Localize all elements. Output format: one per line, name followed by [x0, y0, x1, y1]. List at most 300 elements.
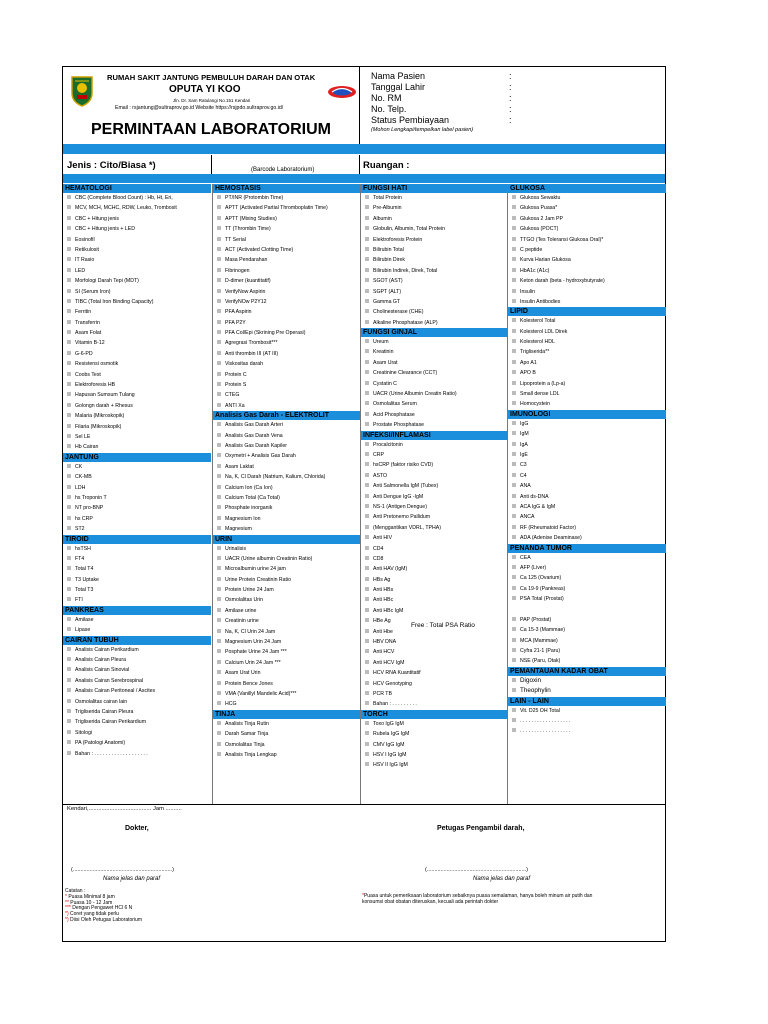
test-item[interactable]	[63, 338, 211, 348]
checkbox-icon[interactable]	[365, 494, 369, 498]
test-item[interactable]	[63, 297, 211, 307]
checkbox-icon[interactable]	[217, 752, 221, 756]
test-item[interactable]	[63, 370, 211, 380]
test-item[interactable]	[508, 523, 666, 533]
test-item[interactable]	[361, 266, 507, 276]
test-item[interactable]	[508, 656, 666, 666]
checkbox-icon[interactable]	[217, 453, 221, 457]
test-item[interactable]	[508, 563, 666, 573]
checkbox-icon[interactable]	[217, 382, 221, 386]
checkbox-icon[interactable]	[217, 566, 221, 570]
checkbox-icon[interactable]	[365, 370, 369, 374]
test-item[interactable]	[213, 524, 360, 534]
test-item[interactable]	[213, 318, 360, 328]
test-item[interactable]	[361, 554, 507, 564]
checkbox-icon[interactable]	[217, 731, 221, 735]
test-item[interactable]	[213, 729, 360, 739]
test-item[interactable]	[63, 554, 211, 564]
test-item[interactable]	[63, 245, 211, 255]
checkbox-icon[interactable]	[365, 701, 369, 705]
checkbox-icon[interactable]	[67, 556, 71, 560]
test-item[interactable]	[63, 749, 211, 759]
checkbox-icon[interactable]	[365, 205, 369, 209]
test-item[interactable]	[63, 287, 211, 297]
test-item[interactable]	[63, 442, 211, 452]
test-item[interactable]	[361, 575, 507, 585]
checkbox-icon[interactable]	[512, 617, 516, 621]
test-item[interactable]	[213, 214, 360, 224]
patient-name-field[interactable]: :	[509, 71, 512, 81]
test-item[interactable]	[213, 255, 360, 265]
test-item[interactable]	[213, 328, 360, 338]
checkbox-icon[interactable]	[365, 473, 369, 477]
checkbox-icon[interactable]	[365, 649, 369, 653]
test-item[interactable]	[63, 224, 211, 234]
test-item[interactable]	[361, 750, 507, 760]
test-item[interactable]	[213, 401, 360, 411]
test-item[interactable]	[361, 214, 507, 224]
checkbox-icon[interactable]	[512, 718, 516, 722]
checkbox-icon[interactable]	[365, 289, 369, 293]
test-item[interactable]	[508, 706, 666, 716]
test-item[interactable]	[63, 401, 211, 411]
patient-phone-field[interactable]: :	[509, 104, 512, 114]
test-item[interactable]	[508, 471, 666, 481]
checkbox-icon[interactable]	[512, 627, 516, 631]
test-item[interactable]	[508, 716, 666, 726]
checkbox-icon[interactable]	[512, 349, 516, 353]
test-item[interactable]	[63, 276, 211, 286]
checkbox-icon[interactable]	[67, 709, 71, 713]
test-item[interactable]	[213, 224, 360, 234]
test-item[interactable]	[213, 637, 360, 647]
test-item[interactable]	[63, 193, 211, 203]
checkbox-icon[interactable]	[512, 575, 516, 579]
test-item[interactable]	[63, 411, 211, 421]
checkbox-icon[interactable]	[217, 433, 221, 437]
checkbox-icon[interactable]	[512, 370, 516, 374]
checkbox-icon[interactable]	[512, 195, 516, 199]
test-item[interactable]	[63, 655, 211, 665]
test-item[interactable]	[63, 349, 211, 359]
checkbox-icon[interactable]	[67, 205, 71, 209]
test-item[interactable]	[213, 441, 360, 451]
checkbox-icon[interactable]	[217, 237, 221, 241]
test-item[interactable]	[361, 255, 507, 265]
checkbox-icon[interactable]	[365, 320, 369, 324]
test-item[interactable]	[63, 514, 211, 524]
test-item[interactable]	[63, 462, 211, 472]
jenis-field[interactable]: Jenis : Cito/Biasa *)	[67, 160, 156, 171]
test-item[interactable]	[213, 451, 360, 461]
test-item[interactable]	[63, 665, 211, 675]
test-item[interactable]	[213, 431, 360, 441]
test-item[interactable]	[508, 676, 666, 686]
test-item[interactable]	[361, 533, 507, 543]
checkbox-icon[interactable]	[217, 330, 221, 334]
test-item[interactable]	[63, 359, 211, 369]
checkbox-icon[interactable]	[512, 329, 516, 333]
kendari-date[interactable]: Kendari,....................................... Jam ..........	[67, 806, 182, 812]
checkbox-icon[interactable]	[217, 216, 221, 220]
test-item[interactable]	[508, 492, 666, 502]
test-item[interactable]	[361, 564, 507, 574]
test-item[interactable]	[63, 717, 211, 727]
checkbox-icon[interactable]	[365, 299, 369, 303]
checkbox-icon[interactable]	[512, 678, 516, 682]
test-item[interactable]	[63, 307, 211, 317]
test-item[interactable]	[63, 472, 211, 482]
test-item[interactable]	[508, 347, 666, 357]
checkbox-icon[interactable]	[365, 391, 369, 395]
test-item[interactable]	[508, 224, 666, 234]
checkbox-icon[interactable]	[67, 424, 71, 428]
test-item[interactable]	[361, 379, 507, 389]
checkbox-icon[interactable]	[217, 361, 221, 365]
test-item[interactable]	[361, 679, 507, 689]
checkbox-icon[interactable]	[67, 372, 71, 376]
checkbox-icon[interactable]	[217, 320, 221, 324]
checkbox-icon[interactable]	[365, 525, 369, 529]
checkbox-icon[interactable]	[217, 691, 221, 695]
checkbox-icon[interactable]	[67, 719, 71, 723]
test-item[interactable]	[508, 646, 666, 656]
checkbox-icon[interactable]	[512, 299, 516, 303]
checkbox-icon[interactable]	[365, 504, 369, 508]
checkbox-icon[interactable]	[67, 740, 71, 744]
checkbox-icon[interactable]	[365, 762, 369, 766]
checkbox-icon[interactable]	[365, 412, 369, 416]
test-item[interactable]	[361, 460, 507, 470]
checkbox-icon[interactable]	[217, 309, 221, 313]
test-item[interactable]	[508, 512, 666, 522]
test-item[interactable]	[213, 420, 360, 430]
test-item[interactable]	[213, 647, 360, 657]
test-item[interactable]	[63, 390, 211, 400]
test-item[interactable]	[361, 399, 507, 409]
test-item[interactable]	[213, 245, 360, 255]
test-item[interactable]	[213, 472, 360, 482]
test-item[interactable]	[63, 266, 211, 276]
test-item[interactable]	[213, 564, 360, 574]
test-item[interactable]	[213, 390, 360, 400]
checkbox-icon[interactable]	[217, 372, 221, 376]
test-item[interactable]	[63, 575, 211, 585]
checkbox-icon[interactable]	[365, 360, 369, 364]
checkbox-icon[interactable]	[217, 278, 221, 282]
checkbox-icon[interactable]	[365, 401, 369, 405]
test-item[interactable]	[508, 686, 666, 696]
checkbox-icon[interactable]	[365, 278, 369, 282]
checkbox-icon[interactable]	[217, 268, 221, 272]
test-item[interactable]	[508, 594, 666, 604]
checkbox-icon[interactable]	[365, 381, 369, 385]
test-item[interactable]	[508, 368, 666, 378]
test-item[interactable]	[508, 203, 666, 213]
test-item[interactable]	[361, 658, 507, 668]
checkbox-icon[interactable]	[67, 627, 71, 631]
checkbox-icon[interactable]	[365, 339, 369, 343]
checkbox-icon[interactable]	[512, 728, 516, 732]
checkbox-icon[interactable]	[217, 546, 221, 550]
checkbox-icon[interactable]	[67, 751, 71, 755]
test-item[interactable]	[213, 554, 360, 564]
checkbox-icon[interactable]	[217, 195, 221, 199]
test-item[interactable]	[508, 450, 666, 460]
test-item[interactable]	[508, 389, 666, 399]
checkbox-icon[interactable]	[67, 678, 71, 682]
test-item[interactable]	[361, 740, 507, 750]
checkbox-icon[interactable]	[512, 648, 516, 652]
test-item[interactable]	[213, 616, 360, 626]
checkbox-icon[interactable]	[365, 422, 369, 426]
test-item[interactable]	[213, 370, 360, 380]
checkbox-icon[interactable]	[365, 442, 369, 446]
checkbox-icon[interactable]	[67, 268, 71, 272]
checkbox-icon[interactable]	[512, 514, 516, 518]
checkbox-icon[interactable]	[67, 444, 71, 448]
checkbox-icon[interactable]	[512, 565, 516, 569]
test-item[interactable]	[63, 255, 211, 265]
test-item[interactable]	[361, 544, 507, 554]
checkbox-icon[interactable]	[67, 505, 71, 509]
test-item[interactable]	[508, 297, 666, 307]
checkbox-icon[interactable]	[365, 752, 369, 756]
test-item[interactable]	[213, 483, 360, 493]
test-item[interactable]	[361, 410, 507, 420]
test-item[interactable]	[508, 419, 666, 429]
test-item[interactable]	[63, 328, 211, 338]
test-item[interactable]	[361, 502, 507, 512]
checkbox-icon[interactable]	[512, 535, 516, 539]
checkbox-icon[interactable]	[67, 434, 71, 438]
test-item[interactable]	[63, 235, 211, 245]
checkbox-icon[interactable]	[512, 237, 516, 241]
test-item[interactable]	[63, 585, 211, 595]
checkbox-icon[interactable]	[67, 597, 71, 601]
checkbox-icon[interactable]	[365, 577, 369, 581]
test-item[interactable]	[213, 719, 360, 729]
checkbox-icon[interactable]	[217, 351, 221, 355]
checkbox-icon[interactable]	[365, 309, 369, 313]
test-item[interactable]	[361, 647, 507, 657]
checkbox-icon[interactable]	[217, 701, 221, 705]
officer-signature-line[interactable]: (.................................................................)	[425, 867, 528, 873]
checkbox-icon[interactable]	[365, 216, 369, 220]
checkbox-icon[interactable]	[217, 495, 221, 499]
test-item[interactable]	[508, 553, 666, 563]
checkbox-icon[interactable]	[217, 742, 221, 746]
checkbox-icon[interactable]	[217, 485, 221, 489]
checkbox-icon[interactable]	[67, 699, 71, 703]
checkbox-icon[interactable]	[67, 257, 71, 261]
checkbox-icon[interactable]	[217, 226, 221, 230]
test-item[interactable]	[361, 203, 507, 213]
checkbox-icon[interactable]	[67, 216, 71, 220]
checkbox-icon[interactable]	[512, 216, 516, 220]
test-item[interactable]	[361, 450, 507, 460]
checkbox-icon[interactable]	[512, 494, 516, 498]
checkbox-icon[interactable]	[217, 649, 221, 653]
test-item[interactable]	[508, 460, 666, 470]
checkbox-icon[interactable]	[217, 289, 221, 293]
checkbox-icon[interactable]	[365, 587, 369, 591]
test-item[interactable]	[63, 524, 211, 534]
test-item[interactable]	[213, 193, 360, 203]
test-item[interactable]	[63, 615, 211, 625]
test-item[interactable]	[213, 595, 360, 605]
checkbox-icon[interactable]	[512, 708, 516, 712]
checkbox-icon[interactable]	[365, 721, 369, 725]
checkbox-icon[interactable]	[365, 681, 369, 685]
test-item[interactable]	[361, 297, 507, 307]
checkbox-icon[interactable]	[365, 195, 369, 199]
test-item[interactable]	[361, 523, 507, 533]
test-item[interactable]	[63, 544, 211, 554]
checkbox-icon[interactable]	[512, 688, 516, 692]
checkbox-icon[interactable]	[217, 443, 221, 447]
checkbox-icon[interactable]	[512, 257, 516, 261]
test-item[interactable]	[508, 214, 666, 224]
test-item[interactable]	[361, 235, 507, 245]
test-item[interactable]	[508, 337, 666, 347]
test-item[interactable]	[213, 679, 360, 689]
test-item[interactable]	[63, 645, 211, 655]
checkbox-icon[interactable]	[365, 349, 369, 353]
test-item[interactable]	[508, 584, 666, 594]
checkbox-icon[interactable]	[67, 526, 71, 530]
checkbox-icon[interactable]	[67, 546, 71, 550]
checkbox-icon[interactable]	[217, 422, 221, 426]
checkbox-icon[interactable]	[67, 330, 71, 334]
test-item[interactable]	[508, 266, 666, 276]
checkbox-icon[interactable]	[217, 392, 221, 396]
checkbox-icon[interactable]	[512, 268, 516, 272]
checkbox-icon[interactable]	[67, 474, 71, 478]
patient-payment-field[interactable]: :	[509, 115, 512, 125]
checkbox-icon[interactable]	[365, 268, 369, 272]
checkbox-icon[interactable]	[512, 658, 516, 662]
checkbox-icon[interactable]	[217, 639, 221, 643]
test-item[interactable]	[63, 728, 211, 738]
test-item[interactable]	[361, 595, 507, 605]
test-item[interactable]	[213, 689, 360, 699]
test-item[interactable]	[508, 287, 666, 297]
checkbox-icon[interactable]	[217, 516, 221, 520]
checkbox-icon[interactable]	[512, 318, 516, 322]
checkbox-icon[interactable]	[67, 309, 71, 313]
checkbox-icon[interactable]	[67, 464, 71, 468]
checkbox-icon[interactable]	[67, 485, 71, 489]
test-item[interactable]	[508, 726, 666, 736]
test-item[interactable]	[508, 604, 666, 614]
checkbox-icon[interactable]	[365, 556, 369, 560]
checkbox-icon[interactable]	[512, 473, 516, 477]
test-item[interactable]	[361, 368, 507, 378]
ruangan-field[interactable]: Ruangan :	[363, 160, 410, 171]
checkbox-icon[interactable]	[365, 639, 369, 643]
checkbox-icon[interactable]	[217, 618, 221, 622]
checkbox-icon[interactable]	[217, 587, 221, 591]
checkbox-icon[interactable]	[67, 392, 71, 396]
checkbox-icon[interactable]	[512, 638, 516, 642]
checkbox-icon[interactable]	[512, 431, 516, 435]
checkbox-icon[interactable]	[217, 247, 221, 251]
checkbox-icon[interactable]	[217, 681, 221, 685]
checkbox-icon[interactable]	[217, 556, 221, 560]
test-item[interactable]	[508, 625, 666, 635]
checkbox-icon[interactable]	[67, 730, 71, 734]
test-item[interactable]	[508, 440, 666, 450]
checkbox-icon[interactable]	[512, 442, 516, 446]
checkbox-icon[interactable]	[217, 597, 221, 601]
checkbox-icon[interactable]	[365, 546, 369, 550]
checkbox-icon[interactable]	[512, 452, 516, 456]
checkbox-icon[interactable]	[365, 535, 369, 539]
test-item[interactable]	[213, 235, 360, 245]
test-item[interactable]	[361, 224, 507, 234]
test-item[interactable]	[361, 481, 507, 491]
test-item[interactable]	[213, 585, 360, 595]
test-item[interactable]	[213, 544, 360, 554]
test-item[interactable]	[213, 462, 360, 472]
checkbox-icon[interactable]	[365, 237, 369, 241]
test-item[interactable]	[63, 318, 211, 328]
checkbox-icon[interactable]	[67, 577, 71, 581]
checkbox-icon[interactable]	[67, 403, 71, 407]
test-item[interactable]	[508, 327, 666, 337]
test-item[interactable]	[213, 287, 360, 297]
test-item[interactable]	[361, 420, 507, 430]
checkbox-icon[interactable]	[512, 504, 516, 508]
checkbox-icon[interactable]	[67, 566, 71, 570]
test-item[interactable]	[508, 615, 666, 625]
checkbox-icon[interactable]	[512, 339, 516, 343]
test-item[interactable]	[213, 276, 360, 286]
test-item[interactable]	[63, 686, 211, 696]
checkbox-icon[interactable]	[217, 505, 221, 509]
test-item[interactable]	[508, 636, 666, 646]
test-item[interactable]	[361, 471, 507, 481]
test-item[interactable]	[213, 297, 360, 307]
test-item[interactable]	[213, 266, 360, 276]
test-item[interactable]	[361, 699, 507, 709]
test-item[interactable]	[361, 689, 507, 699]
checkbox-icon[interactable]	[365, 452, 369, 456]
checkbox-icon[interactable]	[512, 421, 516, 425]
test-item[interactable]	[508, 316, 666, 326]
test-item[interactable]	[63, 483, 211, 493]
test-item[interactable]	[63, 493, 211, 503]
test-item[interactable]	[361, 347, 507, 357]
test-item[interactable]	[213, 606, 360, 616]
test-item[interactable]	[361, 245, 507, 255]
test-item[interactable]	[361, 512, 507, 522]
test-item[interactable]	[213, 503, 360, 513]
checkbox-icon[interactable]	[512, 226, 516, 230]
checkbox-icon[interactable]	[365, 742, 369, 746]
checkbox-icon[interactable]	[67, 617, 71, 621]
checkbox-icon[interactable]	[512, 462, 516, 466]
test-item[interactable]	[508, 533, 666, 543]
test-item[interactable]	[508, 245, 666, 255]
test-item[interactable]	[508, 399, 666, 409]
test-item[interactable]	[63, 203, 211, 213]
checkbox-icon[interactable]	[512, 205, 516, 209]
checkbox-icon[interactable]	[67, 382, 71, 386]
checkbox-icon[interactable]	[67, 688, 71, 692]
test-item[interactable]	[213, 349, 360, 359]
